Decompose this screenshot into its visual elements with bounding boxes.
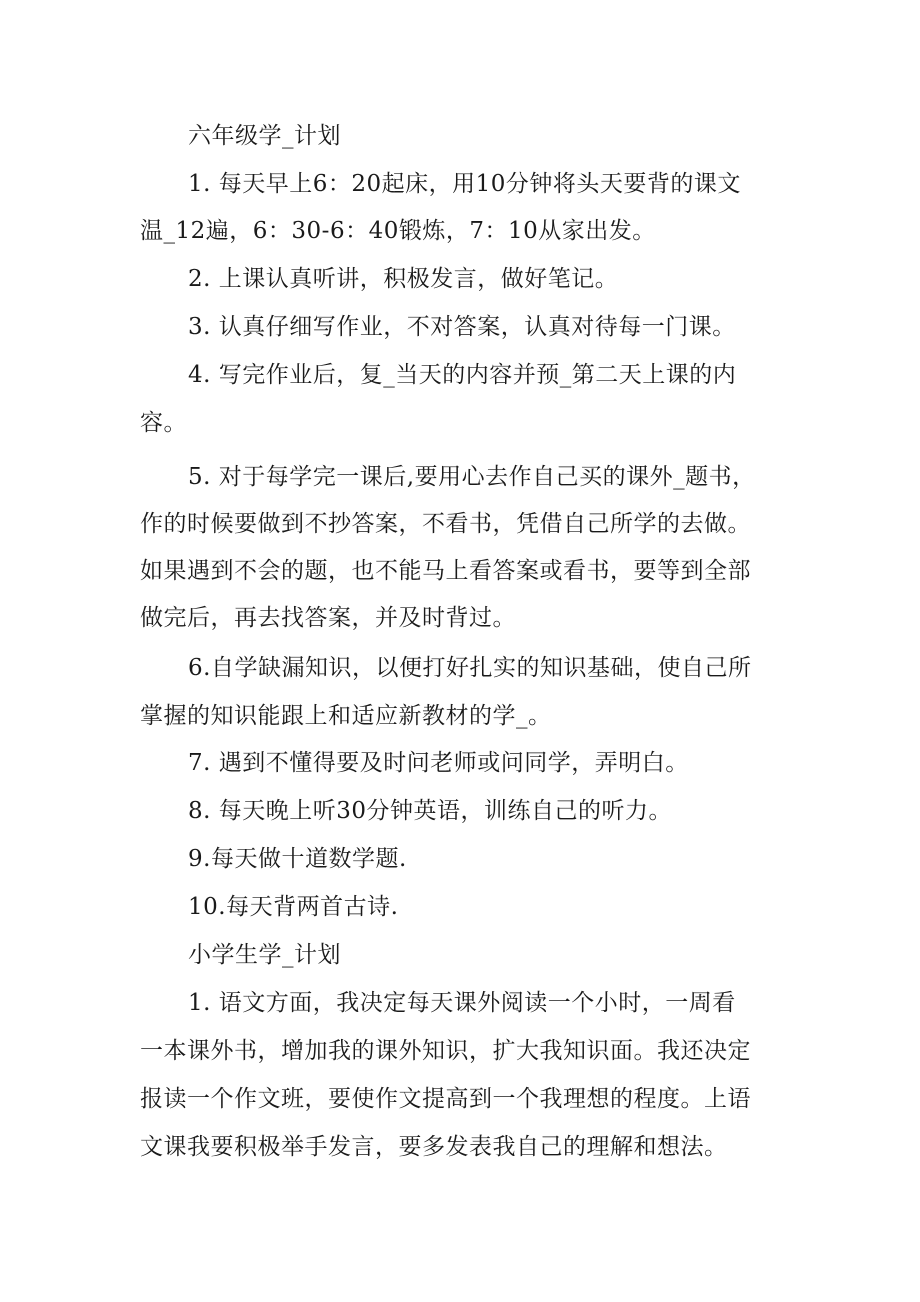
section-heading: 小学生学_计划 xyxy=(188,942,341,968)
list-item-line: 8. 每天晚上听30分钟英语，训练自己的听力。 xyxy=(188,798,673,824)
list-item-line: 4. 写完作业后，复_当天的内容并预_第二天上课的内 xyxy=(188,362,737,388)
list-item-line: 2. 上课认真听讲，积极发言，做好笔记。 xyxy=(188,266,619,292)
list-item-line: 一本课外书，增加我的课外知识，扩大我知识面。我还决定 xyxy=(140,1038,751,1064)
list-item-line: 作的时候要做到不抄答案，不看书，凭借自己所学的去做。 xyxy=(140,511,751,537)
list-item-line: 1. 语文方面，我决定每天课外阅读一个小时，一周看 xyxy=(188,990,736,1016)
list-item-line: 6.自学缺漏知识，以便打好扎实的知识基础，使自己所 xyxy=(188,655,752,681)
list-item-line: 3. 认真仔细写作业，不对答案，认真对待每一门课。 xyxy=(188,314,736,340)
list-item-line: 7. 遇到不懂得要及时问老师或问同学，弄明白。 xyxy=(188,750,689,776)
list-item-line: 1. 每天早上6：20起床，用10分钟将头天要背的课文 xyxy=(188,171,741,197)
list-item-line: 做完后，再去找答案，并及时背过。 xyxy=(140,605,516,631)
section-heading: 六年级学_计划 xyxy=(188,123,341,149)
list-item-line: 报读一个作文班，要使作文提高到一个我理想的程度。上语 xyxy=(140,1086,751,1112)
list-item-line: 文课我要积极举手发言，要多发表我自己的理解和想法。 xyxy=(140,1134,728,1160)
list-item-line: 掌握的知识能跟上和适应新教材的学_。 xyxy=(140,703,552,729)
list-item-line: 10.每天背两首古诗. xyxy=(188,894,399,920)
list-item-line: 如果遇到不会的题，也不能马上看答案或看书，要等到全部 xyxy=(140,558,751,584)
list-item-line: 温_12遍，6：30-6：40锻炼，7：10从家出发。 xyxy=(140,218,656,244)
list-item-line: 容。 xyxy=(140,410,187,436)
list-item-line: 5. 对于每学完一课后,要用心去作自己买的课外_题书， xyxy=(188,464,756,490)
list-item-line: 9.每天做十道数学题. xyxy=(188,846,407,872)
